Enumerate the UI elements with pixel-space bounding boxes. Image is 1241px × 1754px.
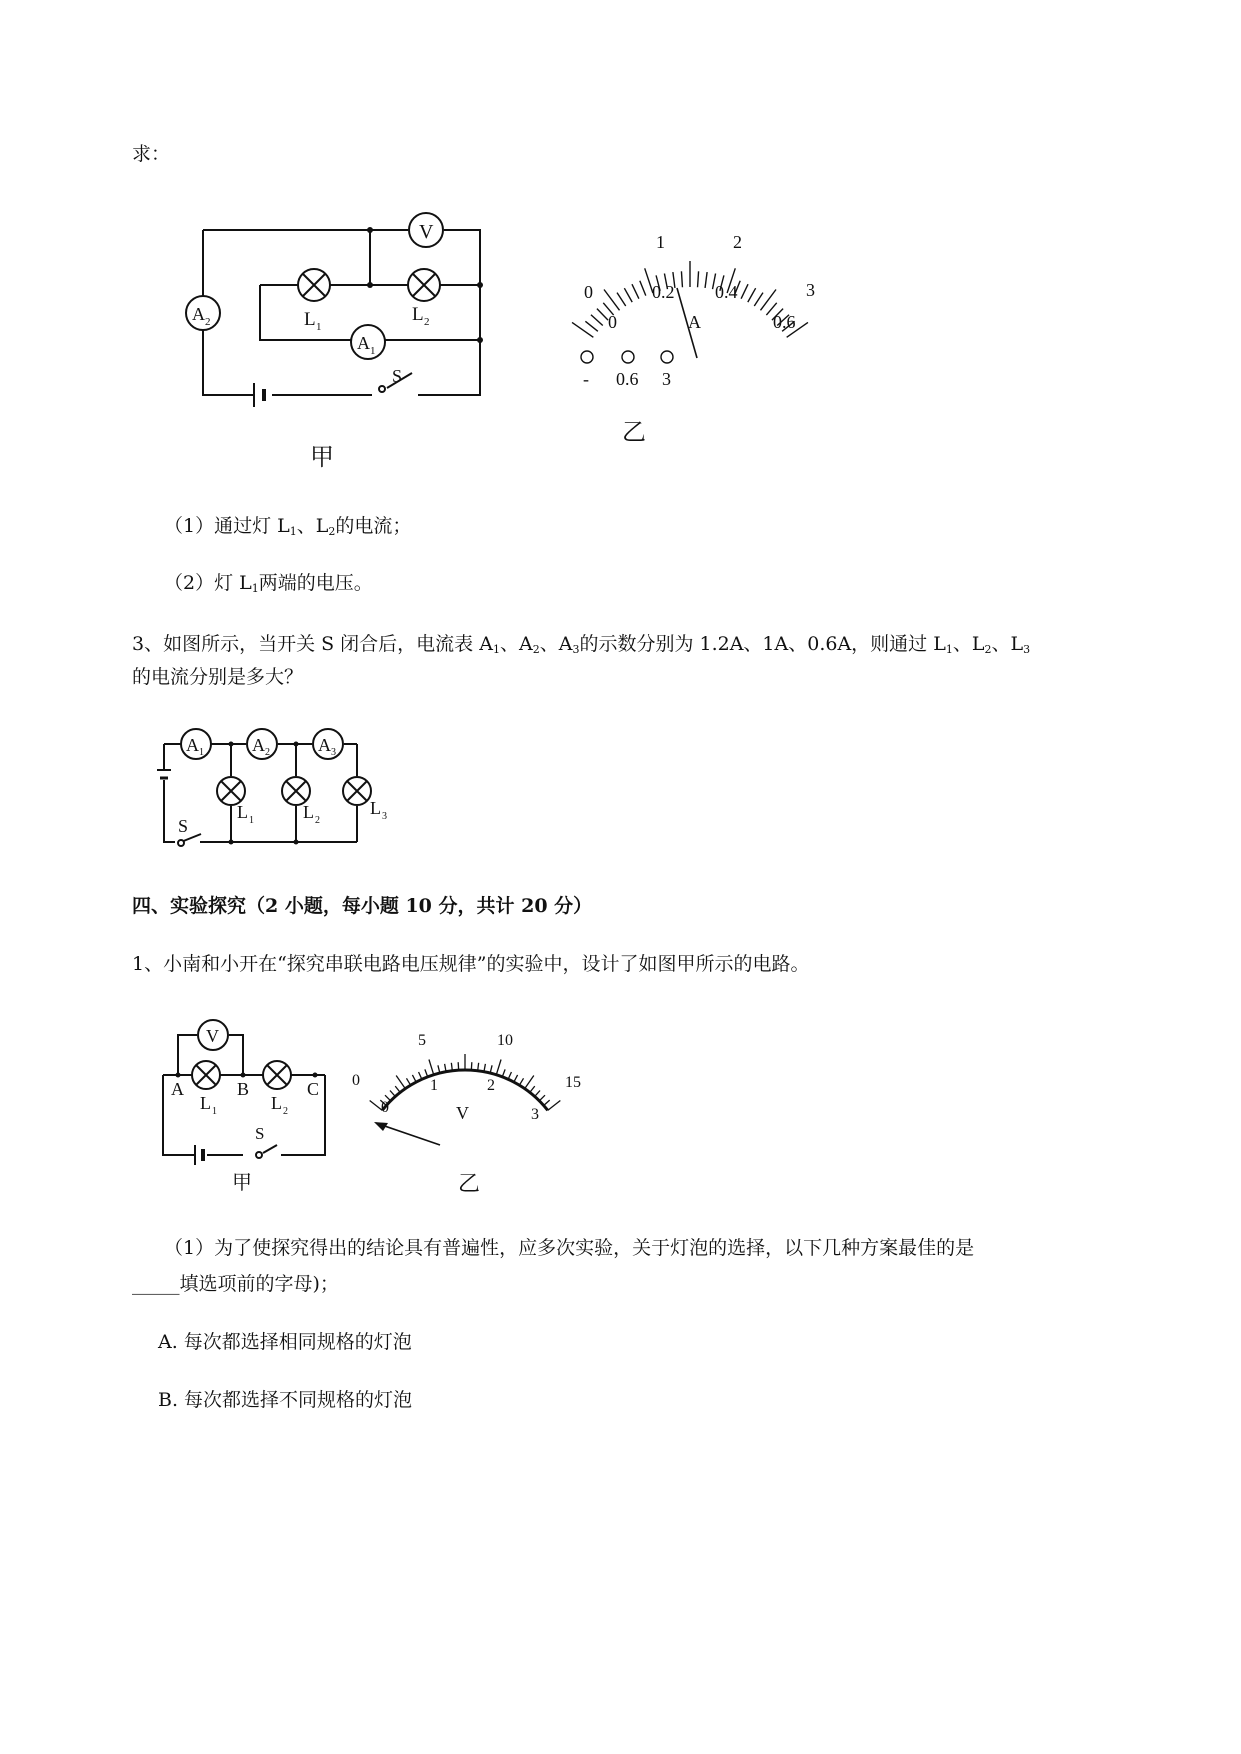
- label-a1-sub: 1: [370, 345, 376, 357]
- fig2-l1: L: [237, 802, 248, 822]
- q4-1-stem: 1、小南和小开在“探究串联电路电压规律”的实验中，设计了如图甲所示的电路。: [132, 953, 810, 975]
- fig2-l3: L: [370, 798, 381, 818]
- caption-jia: 甲: [310, 443, 334, 471]
- dial-1-top-3: 3: [806, 280, 815, 300]
- dial-2-tick: [525, 1075, 534, 1088]
- dial-1-top-0: 0: [584, 282, 593, 302]
- label-a2-sub: 2: [205, 316, 211, 328]
- dial-2-unit: V: [456, 1103, 469, 1123]
- dial-1-tick: [624, 288, 632, 302]
- figure-1-ammeter-dial: [560, 230, 820, 460]
- fig2-l3-sub: 3: [382, 811, 387, 822]
- q4-1-1-line1: （1）为了使探究得出的结论具有普遍性，应多次实验，关于灯泡的选择，以下几种方案最佳的是: [164, 1237, 975, 1259]
- dial-2-bottom-3: 3: [531, 1106, 539, 1123]
- dial-1-tick: [640, 281, 646, 296]
- terminal-3-label: 3: [662, 369, 671, 389]
- dial-1-unit: A: [688, 312, 701, 332]
- dial-2-tick: [425, 1069, 428, 1076]
- figure-3-circuit: [155, 1015, 345, 1195]
- dial-1-tick: [585, 321, 597, 331]
- terminal-06: [622, 351, 634, 363]
- q4-1-1-line2: _____填选项前的字母)；: [132, 1273, 339, 1295]
- dial-1-tick: [681, 271, 682, 287]
- fig3-l2-sub: 2: [283, 1106, 288, 1117]
- terminal-neg-label: -: [583, 369, 589, 389]
- q3-line2: 的电流分别是多大？: [132, 666, 304, 688]
- label-l1: L: [304, 309, 316, 330]
- label-l1-sub: 1: [316, 321, 322, 333]
- figure-3-voltmeter-dial: [350, 1025, 600, 1200]
- label-v: V: [419, 221, 434, 243]
- fig2-l2: L: [303, 802, 314, 822]
- dial-1-tick: [591, 315, 603, 326]
- fig3-l1: L: [200, 1093, 211, 1113]
- label-s: S: [392, 366, 403, 386]
- terminal-neg: [581, 351, 593, 363]
- dial-2-tick: [535, 1090, 540, 1096]
- dial-1-bottom-3: 0.6: [773, 312, 796, 332]
- option-a: A. 每次都选择相同规格的灯泡: [158, 1331, 412, 1353]
- fig2-a2-sub: 2: [265, 747, 270, 758]
- dial-1-top-1: 1: [656, 232, 665, 252]
- dial-1-tick: [698, 271, 699, 287]
- dial-1-tick: [632, 284, 639, 298]
- fig3-caption-yi: 乙: [458, 1172, 481, 1197]
- dial-1-tick: [754, 293, 763, 306]
- dial-2-top-0: 0: [352, 1072, 360, 1089]
- dial-2-tick: [390, 1090, 395, 1096]
- label-l2: L: [412, 304, 424, 325]
- fig3-caption-jia: 甲: [232, 1170, 252, 1194]
- fig3-l2: L: [271, 1093, 282, 1113]
- text-qiu: 求：: [132, 143, 171, 165]
- fig2-s: S: [178, 816, 189, 836]
- dial-2-tick: [502, 1069, 505, 1076]
- fig3-point-a: A: [171, 1079, 184, 1099]
- dial-2-bottom-2: 2: [487, 1077, 495, 1094]
- dial-1-tick: [705, 272, 707, 288]
- terminal-06-label: 0.6: [616, 369, 639, 389]
- dial-2-top-2: 10: [497, 1032, 513, 1049]
- label-l2-sub: 2: [424, 316, 430, 328]
- dial-2-tick: [530, 1086, 535, 1092]
- option-b: B. 每次都选择不同规格的灯泡: [158, 1389, 413, 1411]
- dial-2-tick: [508, 1072, 511, 1079]
- section-4-heading: 四、实验探究（2 小题，每小题 10 分，共计 20 分）: [132, 895, 593, 917]
- dial-1-tick: [748, 288, 756, 302]
- dial-2-tick: [548, 1101, 561, 1111]
- fig2-a2: A: [252, 735, 265, 755]
- dial-2-tick: [539, 1095, 545, 1101]
- fig3-v: V: [206, 1026, 219, 1046]
- fig2-l2-sub: 2: [315, 815, 320, 826]
- dial-1-top-2: 2: [733, 232, 742, 252]
- dial-2-tick: [544, 1100, 550, 1105]
- figure-2-circuit: [155, 730, 415, 860]
- dial-2-tick: [412, 1075, 416, 1082]
- dial-2-bottom-0: 0: [381, 1099, 389, 1116]
- fig2-a3: A: [318, 735, 331, 755]
- dial-2-tick: [496, 1059, 501, 1074]
- dial-2-top-1: 5: [418, 1032, 426, 1049]
- dial-1-tick: [741, 284, 748, 298]
- dial-2-bottom-1: 1: [430, 1077, 438, 1094]
- dial-1-tick: [597, 309, 608, 321]
- q2-part1: （1）通过灯 $L_1$、$L_2$的电流；: [164, 515, 412, 538]
- fig3-point-b: B: [237, 1079, 250, 1099]
- caption-yi: 乙: [622, 418, 646, 446]
- q3-line1: 3、如图所示，当开关 S 闭合后，电流表 $A_1$、$A_2$、$A_3$的示数分别为 1.2A、1A、0.6A，则通过 $L_1$、$L_2$、$L_3$: [132, 633, 1031, 656]
- fig3-s: S: [255, 1124, 265, 1143]
- label-a2: A: [192, 304, 205, 324]
- fig2-a3-sub: 3: [331, 747, 336, 758]
- dial-2-tick: [519, 1078, 523, 1085]
- figure-1-circuit: [180, 205, 480, 475]
- fig2-a1: A: [186, 735, 199, 755]
- fig2-a1-sub: 1: [199, 747, 204, 758]
- q2-part2: （2）灯 $L_1$两端的电压。: [164, 572, 373, 595]
- dial-1-tick: [617, 293, 626, 306]
- dial-2-tick: [429, 1059, 434, 1074]
- dial-2-tick: [396, 1075, 405, 1088]
- dial-2-tick: [419, 1072, 422, 1079]
- fig3-point-c: C: [307, 1079, 320, 1099]
- dial-1-bottom-0: 0: [608, 312, 617, 332]
- fig3-l1-sub: 1: [212, 1106, 217, 1117]
- dial-2-tick: [395, 1086, 400, 1092]
- fig2-l1-sub: 1: [249, 815, 254, 826]
- dial-2-top-3: 15: [565, 1074, 581, 1091]
- dial-2-tick: [514, 1075, 518, 1082]
- dial-1-bottom-2: 0.4: [715, 282, 738, 302]
- label-a1: A: [357, 333, 370, 353]
- dial-2-tick: [406, 1078, 410, 1085]
- dial-1-bottom-1: 0.2: [652, 282, 675, 302]
- terminal-3: [661, 351, 673, 363]
